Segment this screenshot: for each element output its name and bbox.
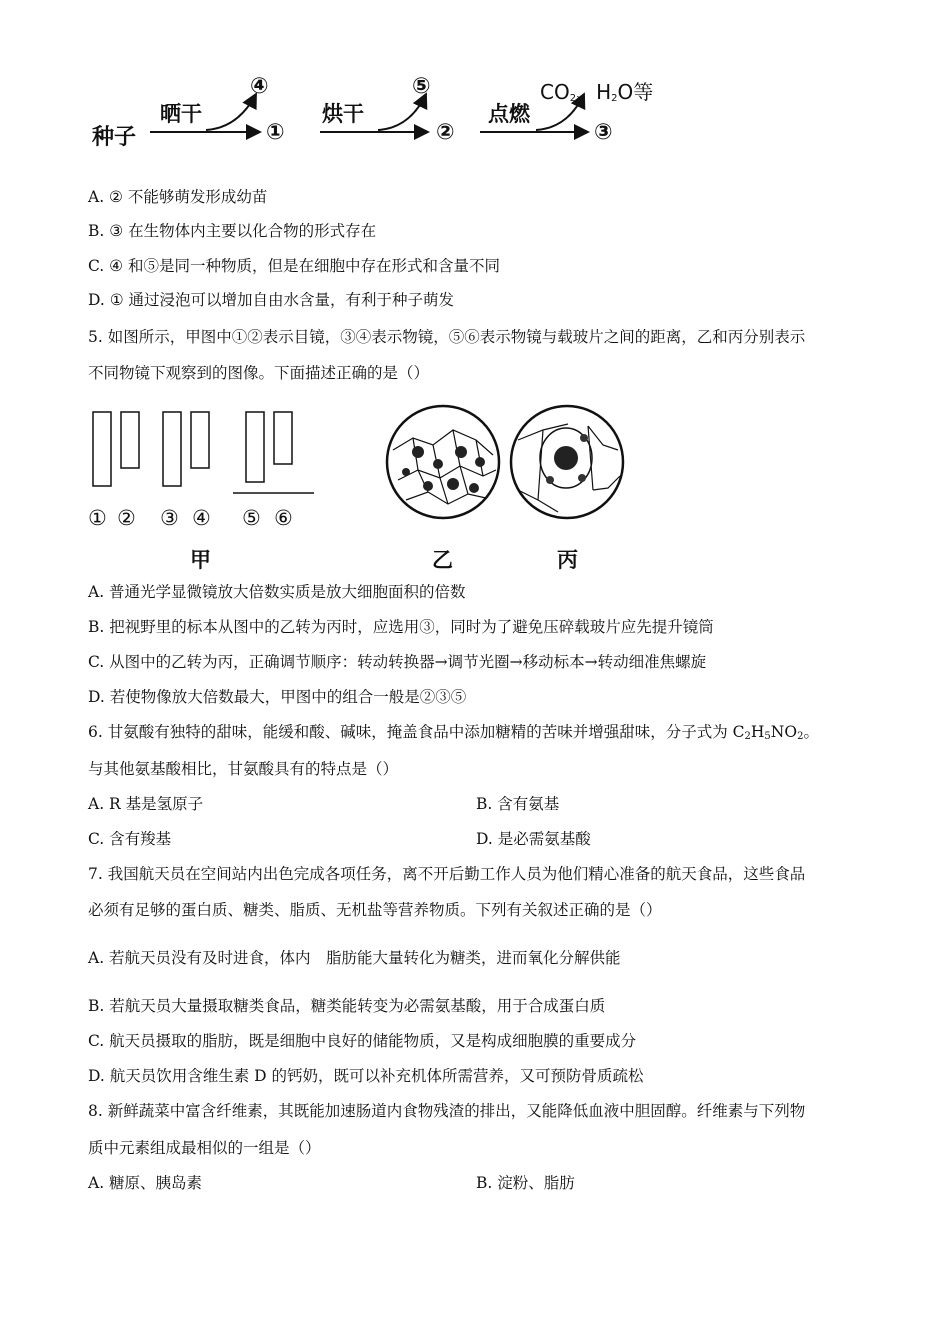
distance-6 [274,412,292,464]
view-bing [511,406,623,518]
q7-option-c: C. 航天员摄取的脂肪，既是细胞中良好的储能物质，又是构成细胞膜的重要成分 [88,1032,637,1050]
flow-seed: 种子 [92,125,137,150]
flow-step2: 烘干 [322,102,364,126]
flow-step3: 点燃 [488,102,530,126]
q8-option-a: A. 糖原、胰岛素 [88,1174,203,1192]
q5-stem-line1: 5. 如图所示，甲图中①②表示目镜，③④表示物镜，⑤⑥表示物镜与载玻片之间的距离，乙和丙分别表示 [88,328,806,346]
q6-stem-line1: 6. 甘氨酸有独特的甜味，能缓和酸、碱味，掩盖食品中添加糖精的苦味并增强甜味，分子式为 $C_2H_5NO_2$。 [88,723,819,742]
fig-label-4: ④ [192,506,211,530]
eyepiece-1 [93,412,111,486]
eyepiece-2 [121,412,139,468]
q7-option-d: D. 航天员饮用含维生素 D 的钙奶，既可以补充机体所需营养，又可预防骨质疏松 [88,1067,644,1085]
distance-5 [246,412,264,482]
q6-option-d: D. 是必需氨基酸 [476,830,591,848]
flow-n1: ① [266,120,285,145]
q4-option-c: C. ④ 和⑤是同一种物质，但是在细胞中存在形式和含量不同 [88,257,500,275]
flow-n2: ② [436,120,455,145]
flow-n4: ④ [250,74,269,99]
flow-step1: 晒干 [160,102,202,126]
q6-stem-line2: 与其他氨基酸相比，甘氨酸具有的特点是（） [88,760,399,778]
q8-stem-line2: 质中元素组成最相似的一组是（） [88,1139,321,1157]
q4-option-a: A. ② 不能够萌发形成幼苗 [88,188,268,206]
q5-option-d: D. 若使物像放大倍数最大，甲图中的组合一般是②③⑤ [88,688,467,706]
q5-option-b: B. 把视野里的标本从图中的乙转为丙时，应选用③，同时为了避免压碎载玻片应先提升镜筒 [88,618,714,636]
fig-label-yi: 乙 [432,548,453,572]
fig-label-6: ⑥ [274,506,293,530]
fig-label-1: ① [88,506,107,530]
q7-option-b: B. 若航天员大量摄取糖类食品，糖类能转变为必需氨基酸，用于合成蛋白质 [88,997,606,1015]
q6-option-a: A. R 基是氢原子 [88,795,204,813]
fig-label-3: ③ [160,506,179,530]
fig-label-5: ⑤ [242,506,261,530]
q8-option-b: B. 淀粉、脂肪 [476,1174,575,1192]
flow-n5: ⑤ [412,74,431,99]
flow-n3: ③ [594,120,613,145]
q8-stem-line1: 8. 新鲜蔬菜中富含纤维素，其既能加速肠道内食物残渣的排出，又能降低血液中胆固醇。纤维素与下列物 [88,1102,806,1120]
q5-option-a: A. 普通光学显微镜放大倍数实质是放大细胞面积的倍数 [88,583,466,601]
objective-4 [191,412,209,468]
q4-option-d: D. ① 通过浸泡可以增加自由水含量，有利于种子萌发 [88,291,455,309]
objective-3 [163,412,181,486]
q7-stem-line1: 7. 我国航天员在空间站内出色完成各项任务，离不开后勤工作人员为他们精心准备的航天食品，这些食品 [88,865,806,883]
q6-option-b: B. 含有氨基 [476,795,560,813]
q4-option-b: B. ③ 在生物体内主要以化合物的形式存在 [88,222,377,240]
flow-products: $CO_2$、$H_2O$等 [540,80,654,104]
q7-stem-line2: 必须有足够的蛋白质、糖类、脂质、无机盐等营养物质。下列有关叙述正确的是（） [88,901,662,919]
view-yi [387,406,499,518]
q7-option-a: A. 若航天员没有及时进食，体内 脂肪能大量转化为糖类，进而氧化分解供能 [88,949,621,967]
arrow-curve-1 [206,94,256,130]
q5-stem-line2: 不同物镜下观察到的图像。下面描述正确的是（） [88,364,430,382]
fig-label-jia: 甲 [190,548,211,572]
arrow-curve-2 [378,94,426,130]
q6-option-c: C. 含有羧基 [88,830,172,848]
fig-label-2: ② [117,506,136,530]
q5-option-c: C. 从图中的乙转为丙，正确调节顺序：转动转换器→调节光圈→移动标本→转动细准焦螺旋 [88,653,707,671]
fig-label-bing: 丙 [557,548,578,572]
